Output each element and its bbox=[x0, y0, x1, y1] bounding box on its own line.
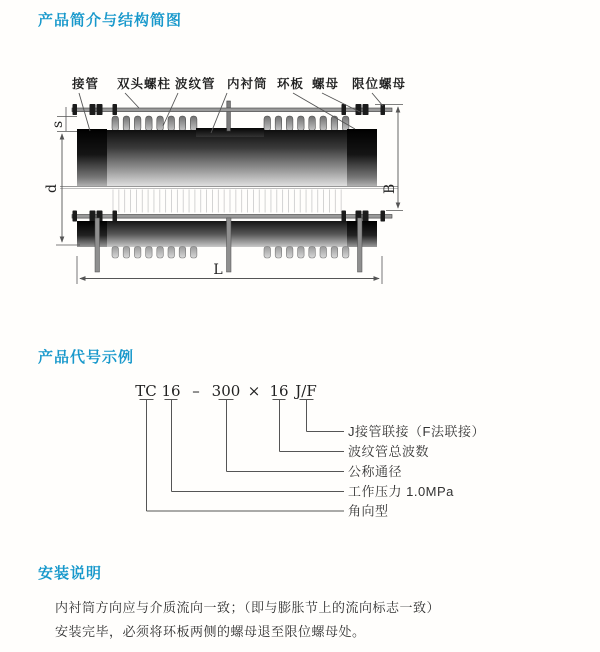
hidden-section-lines bbox=[113, 190, 341, 213]
pipe-end-left-lower bbox=[77, 221, 107, 247]
callout-type: 角向型 bbox=[348, 503, 389, 519]
section-title-intro: 产品简介与结构简图 bbox=[38, 12, 183, 29]
dim-b: B bbox=[382, 183, 398, 194]
tooth bbox=[286, 247, 293, 259]
nut bbox=[356, 104, 362, 115]
code-seg-type: TC bbox=[135, 382, 157, 400]
install-line-1: 内衬筒方向应与介质流向一致；（即与膨胀节上的流向标志一致） bbox=[55, 600, 441, 615]
joint-body-upper bbox=[77, 130, 377, 186]
nut bbox=[342, 211, 347, 222]
tooth bbox=[112, 247, 119, 259]
callout-connection: J接管联接（F法联接） bbox=[348, 424, 485, 439]
tooth bbox=[157, 247, 164, 259]
tooth bbox=[112, 116, 119, 131]
tooth bbox=[275, 116, 282, 131]
label-pipe-end: 接管 bbox=[72, 77, 100, 91]
nut bbox=[342, 104, 347, 115]
tooth bbox=[342, 247, 349, 259]
tooth bbox=[298, 116, 305, 131]
tooth bbox=[309, 116, 316, 131]
tooth bbox=[286, 116, 293, 131]
tooth bbox=[298, 247, 305, 259]
tooth bbox=[275, 247, 282, 259]
section-title-code-example: 产品代号示例 bbox=[38, 349, 135, 366]
stud-right bbox=[358, 218, 363, 272]
tooth bbox=[179, 116, 186, 131]
tooth bbox=[190, 247, 197, 259]
code-seg-waves: 16 bbox=[269, 382, 289, 400]
tooth bbox=[264, 247, 271, 259]
dim-d: d bbox=[44, 184, 60, 193]
label-stud: 双头螺柱 bbox=[117, 77, 172, 91]
tooth bbox=[134, 116, 141, 131]
nut bbox=[73, 104, 78, 115]
tooth bbox=[264, 116, 271, 131]
nut bbox=[381, 211, 386, 222]
stud-center bbox=[227, 218, 232, 272]
label-inner-liner: 内衬筒 bbox=[227, 77, 268, 91]
tooth bbox=[146, 116, 153, 131]
tooth bbox=[168, 247, 175, 259]
nut bbox=[113, 104, 118, 115]
tooth bbox=[309, 247, 316, 259]
nut bbox=[363, 211, 369, 222]
tooth bbox=[168, 116, 175, 131]
nut bbox=[90, 104, 96, 115]
dim-s: s bbox=[50, 120, 66, 128]
code-seg-diameter: 300 bbox=[211, 382, 241, 400]
nut bbox=[113, 211, 118, 222]
callout-wave-count: 波纹管总波数 bbox=[348, 444, 430, 459]
tooth bbox=[320, 247, 327, 259]
nut bbox=[73, 211, 78, 222]
pipe-end-right bbox=[347, 129, 377, 186]
tooth bbox=[134, 247, 141, 259]
label-nut: 螺母 bbox=[312, 77, 340, 91]
tooth bbox=[123, 116, 130, 131]
tooth bbox=[146, 247, 153, 259]
tooth bbox=[123, 247, 130, 259]
dim-l: L bbox=[213, 262, 223, 278]
tooth bbox=[157, 116, 164, 131]
nut bbox=[90, 211, 96, 222]
section-title-install: 安装说明 bbox=[38, 565, 103, 582]
code-seg-pressure: 16 bbox=[161, 382, 181, 400]
tooth bbox=[320, 116, 327, 131]
install-line-2: 安装完毕，必须将环板两侧的螺母退至限位螺母处。 bbox=[55, 624, 366, 639]
product-code bbox=[135, 382, 316, 400]
callout-diameter: 公称通径 bbox=[348, 464, 403, 479]
callout-pressure: 工作压力 1.0MPa bbox=[348, 484, 454, 499]
code-seg-conn: J/F bbox=[295, 382, 317, 400]
code-seg-dash: – bbox=[192, 382, 200, 400]
stud-left bbox=[95, 218, 100, 272]
nut bbox=[97, 104, 103, 115]
label-limit-nut: 限位螺母 bbox=[352, 77, 407, 91]
center-stud-top bbox=[227, 101, 231, 131]
tooth bbox=[190, 116, 197, 131]
code-callout-lines bbox=[140, 400, 345, 512]
label-ring-plate: 环板 bbox=[277, 77, 305, 91]
tooth bbox=[331, 247, 338, 259]
pipe-end-left bbox=[77, 129, 107, 186]
code-seg-times: × bbox=[247, 382, 261, 400]
tooth bbox=[179, 247, 186, 259]
nut bbox=[363, 104, 369, 115]
label-bellows: 波纹管 bbox=[175, 77, 216, 91]
